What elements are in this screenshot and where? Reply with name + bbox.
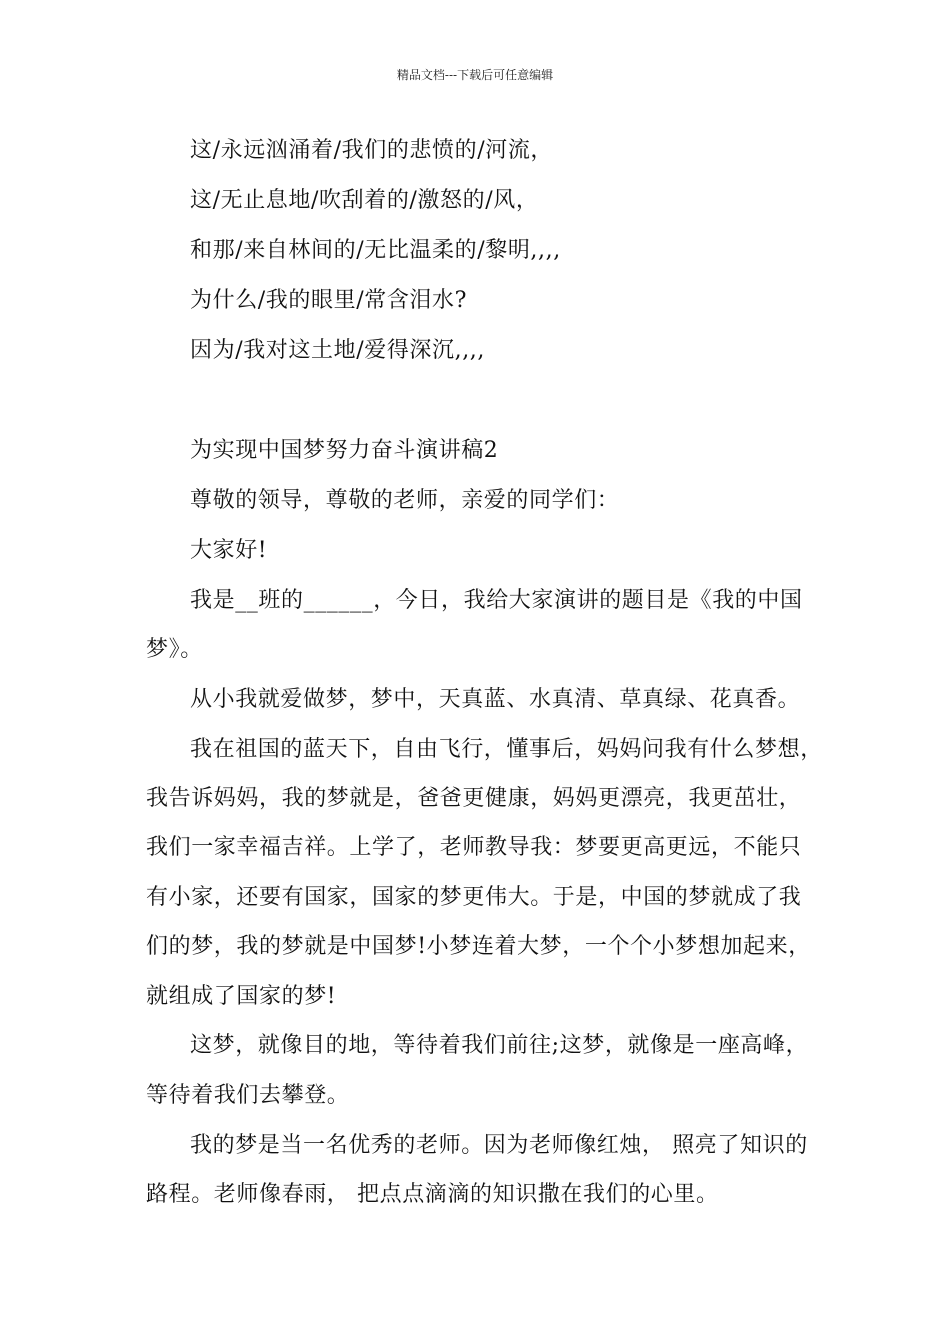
paragraph-line: 梦》。 xyxy=(146,637,203,662)
poem-line: 这/无止息地/吹刮着的/激怒的/风， xyxy=(190,188,539,213)
paragraph-line: 有小家，还要有国家，国家的梦更伟大。于是，中国的梦就成了我 xyxy=(146,885,802,910)
paragraph-line: 这梦，就像目的地，等待着我们前往;这梦，就像是一座高峰， xyxy=(190,1033,809,1058)
paragraph-line: 我在祖国的蓝天下，自由飞行，懂事后，妈妈问我有什么梦想， xyxy=(190,737,823,762)
greeting: 大家好! xyxy=(190,538,268,563)
paragraph-line: 我告诉妈妈，我的梦就是，爸爸更健康，妈妈更漂亮，我更茁壮， xyxy=(146,786,802,811)
paragraph-line: 我们一家幸福吉祥。上学了，老师教导我：梦要更高更远，不能只 xyxy=(146,835,802,860)
paragraph-line: 路程。老师像春雨， 把点点滴滴的知识撒在我们的心里。 xyxy=(146,1182,719,1207)
paragraph-line: 从小我就爱做梦，梦中，天真蓝、水真清、草真绿、花真香。 xyxy=(190,687,801,712)
poem-line: 为什么/我的眼里/常含泪水? xyxy=(190,288,468,313)
poem-line: 这/永远汹涌着/我们的悲愤的/河流， xyxy=(190,138,554,163)
salutation: 尊敬的领导，尊敬的老师，亲爱的同学们： xyxy=(190,488,620,513)
poem-line: 因为/我对这土地/爱得深沉,,,, xyxy=(190,338,485,363)
paragraph-line: 我的梦是当一名优秀的老师。因为老师像红烛， 照亮了知识的 xyxy=(190,1133,808,1158)
speech-title: 为实现中国梦努力奋斗演讲稿2 xyxy=(190,438,499,463)
paragraph-line: 我是__班的______，今日，我给大家演讲的题目是《我的中国 xyxy=(190,588,803,613)
paragraph-line: 就组成了国家的梦! xyxy=(146,984,337,1009)
page-header: 精品文档---下载后可任意编辑 xyxy=(396,68,554,82)
paragraph-line: 们的梦，我的梦就是中国梦!小梦连着大梦，一个个小梦想加起来， xyxy=(146,934,811,959)
paragraph-line: 等待着我们去攀登。 xyxy=(146,1083,350,1108)
poem-line: 和那/来自林间的/无比温柔的/黎明,,,, xyxy=(190,238,561,263)
